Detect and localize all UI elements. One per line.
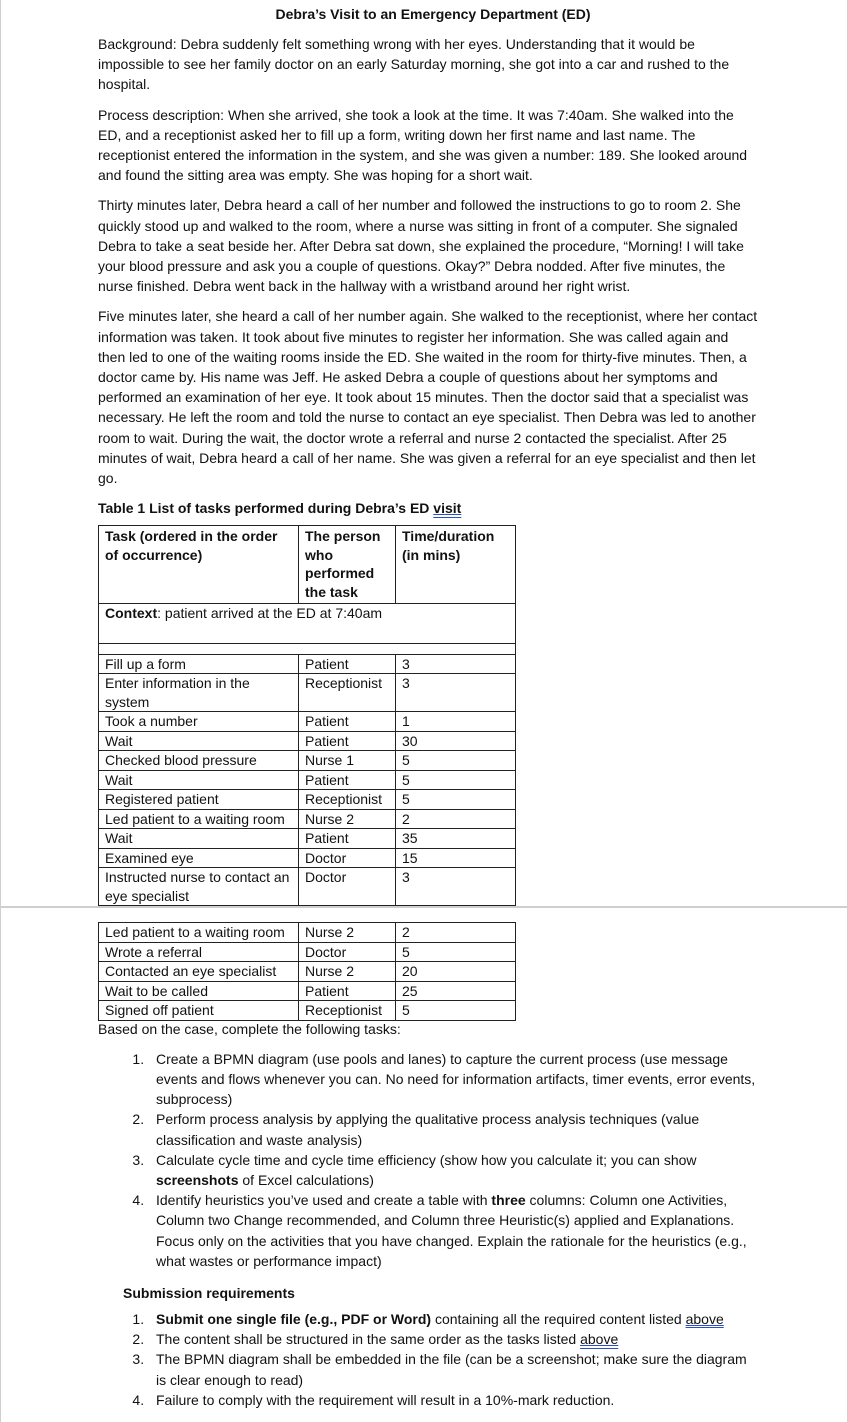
process-description-paragraph: Process description: When she arrived, she took a look at the time. It was 7:40am. She walked into the ED, and a receptionist asked her to fill up a form, writing down her first name and last name. The receptionist entered the information in the system, and she was given a number: 189. She looked around and found the sitting area was empty. She was hoping for a short wait.	[98, 106, 748, 184]
table-row	[99, 962, 516, 982]
submission-heading: Submission requirements	[123, 1285, 295, 1301]
task-cell: Wait	[99, 731, 299, 751]
task-cell: Instructed nurse to contact an eye specialist	[99, 868, 299, 906]
task-cell: Fill up a form	[99, 654, 299, 674]
requirement-item-4: 4. Failure to comply with the requirement will result in a 10%-mark reduction.	[148, 1390, 758, 1410]
context-row	[99, 604, 516, 644]
table-row	[99, 1001, 516, 1021]
context-cell	[99, 604, 516, 644]
person-cell: Doctor	[299, 868, 396, 906]
person-cell: Patient	[299, 712, 396, 732]
task-cell: Led patient to a waiting room	[99, 809, 299, 829]
duration-cell: 15	[396, 848, 516, 868]
table-caption	[98, 500, 758, 516]
person-cell: Patient	[299, 981, 396, 1001]
table-header-row	[99, 526, 516, 604]
table-body-page1	[99, 654, 516, 906]
table-row	[99, 848, 516, 868]
table-row	[99, 751, 516, 771]
context-label: Context	[105, 605, 158, 622]
duration-cell: 20	[396, 962, 516, 982]
header-person: The person who performed the task	[299, 526, 396, 604]
duration-cell: 5	[396, 1001, 516, 1021]
table-row	[99, 942, 516, 962]
context-gap-row	[99, 643, 516, 654]
table-row	[99, 712, 516, 732]
person-cell: Doctor	[299, 848, 396, 868]
person-cell: Patient	[299, 829, 396, 849]
task-cell: Wait	[99, 829, 299, 849]
duration-cell: 35	[396, 829, 516, 849]
person-cell: Receptionist	[299, 1001, 396, 1021]
duration-cell: 2	[396, 923, 516, 943]
thirty-minutes-paragraph: Thirty minutes later, Debra heard a call of her number and followed the instructions to go to room 2. She quickly stood up and walked to the room, where a nurse was sitting in front of a computer. She signaled Debra to take a seat beside her. After Debra sat down, she explained the procedure, “Morning! I will take your blood pressure and ask you a couple of questions. Okay?” Debra nodded. After five minutes, the nurse finished. Debra went back in the hallway with a wristband around her right wrist.	[98, 197, 744, 295]
duration-cell: 5	[396, 942, 516, 962]
duration-cell: 3	[396, 674, 516, 712]
duration-cell: 3	[396, 868, 516, 906]
person-cell: Doctor	[299, 942, 396, 962]
duration-cell: 5	[396, 790, 516, 810]
table-row	[99, 770, 516, 790]
person-cell: Receptionist	[299, 790, 396, 810]
table-caption-text: Table 1 List of tasks performed during Debra’s ED	[98, 500, 430, 517]
task-cell: Wait to be called	[99, 981, 299, 1001]
task-item-2: 2. Perform process analysis by applying the qualitative process analysis techniques (value classification and waste analysis)	[148, 1109, 758, 1149]
table-row	[99, 674, 516, 712]
person-cell: Receptionist	[299, 674, 396, 712]
tasks-table	[98, 525, 516, 906]
task-cell: Registered patient	[99, 790, 299, 810]
person-cell: Patient	[299, 654, 396, 674]
requirement-item-3: 3. The BPMN diagram shall be embedded in the file (can be a screenshot; make sure the diagram is clear enough to read)	[148, 1349, 758, 1389]
requirement-item-2: 2. The content shall be structured in the same order as the tasks listed above	[148, 1329, 758, 1349]
table-row	[99, 981, 516, 1001]
table-row	[99, 809, 516, 829]
task-cell: Examined eye	[99, 848, 299, 868]
header-task: Task (ordered in the order of occurrence)	[99, 526, 299, 604]
table-row	[99, 923, 516, 943]
table-row	[99, 868, 516, 906]
person-cell: Nurse 2	[299, 962, 396, 982]
page-left-edge	[0, 0, 1, 1422]
document-body	[98, 6, 758, 1410]
table-row	[99, 731, 516, 751]
person-cell: Nurse 2	[299, 923, 396, 943]
person-cell: Patient	[299, 770, 396, 790]
duration-cell: 2	[396, 809, 516, 829]
header-duration: Time/duration (in mins)	[396, 526, 516, 604]
tasks-intro: Based on the case, complete the following tasks:	[98, 1020, 401, 1037]
table-row	[99, 829, 516, 849]
table-row	[99, 790, 516, 810]
task-item-3: 3. Calculate cycle time and cycle time efficiency (show how you calculate it; you can show screenshots of Excel calculations)	[148, 1150, 758, 1190]
requirement-item-1: 1. Submit one single file (e.g., PDF or Word) containing all the required content listed above	[148, 1309, 758, 1329]
five-minutes-paragraph: Five minutes later, she heard a call of her number again. She walked to the receptionist, where her contact information was taken. It took about five minutes to register her information. She was called again and then led to one of the waiting rooms inside the ED. She waited in the room for thirty-five minutes. Then, a doctor came by. His name was Jeff. He asked Debra a couple of questions about her symptoms and performed an examination of her eye. It took about 15 minutes. Then the doctor said that a specialist was necessary. He left the room and told the nurse to contact an eye specialist. Then Debra was led to another room to wait. During the wait, the doctor wrote a referral and nurse 2 contacted the specialist. After 25 minutes of wait, Debra heard a call of her name. She was given a referral for an eye specialist and then let go.	[98, 308, 758, 487]
person-cell: Patient	[299, 731, 396, 751]
duration-cell: 25	[396, 981, 516, 1001]
task-cell: Led patient to a waiting room	[99, 923, 299, 943]
duration-cell: 1	[396, 712, 516, 732]
task-cell: Checked blood pressure	[99, 751, 299, 771]
task-cell: Wait	[99, 770, 299, 790]
context-text: : patient arrived at the ED at 7:40am	[157, 605, 383, 622]
duration-cell: 30	[396, 731, 516, 751]
task-item-1: 1. Create a BPMN diagram (use pools and lanes) to capture the current process (use message events and flows whenever you can. No need for information artifacts, timer events, error events, subprocess)	[148, 1049, 758, 1110]
task-cell: Signed off patient	[99, 1001, 299, 1021]
task-cell: Took a number	[99, 712, 299, 732]
table-row	[99, 654, 516, 674]
page-gap	[98, 906, 758, 922]
tasks-list	[98, 1049, 758, 1271]
task-cell: Contacted an eye specialist	[99, 962, 299, 982]
duration-cell: 3	[396, 654, 516, 674]
task-item-4: 4. Identify heuristics you’ve used and create a table with three columns: Column one Activities, Column two Change recommended, and Column three Heuristic(s) applied and Explanations. Focus only on the activities that you have changed. Explain the rationale for the heuristics (e.g., what wastes or performance impact)	[148, 1190, 758, 1271]
table-caption-last-word: visit	[433, 500, 462, 517]
task-cell: Wrote a referral	[99, 942, 299, 962]
tasks-table-continued	[98, 922, 516, 1021]
person-cell: Nurse 2	[299, 809, 396, 829]
table-body-page2	[99, 923, 516, 1021]
task-cell: Enter information in the system	[99, 674, 299, 712]
duration-cell: 5	[396, 751, 516, 771]
requirements-list	[98, 1309, 758, 1410]
person-cell: Nurse 1	[299, 751, 396, 771]
duration-cell: 5	[396, 770, 516, 790]
document-title: Debra’s Visit to an Emergency Department (ED)	[275, 6, 591, 22]
background-paragraph: Background: Debra suddenly felt something wrong with her eyes. Understanding that it would be impossible to see her family doctor on an early Saturday morning, she got into a car and rushed to the hospital.	[98, 36, 730, 93]
